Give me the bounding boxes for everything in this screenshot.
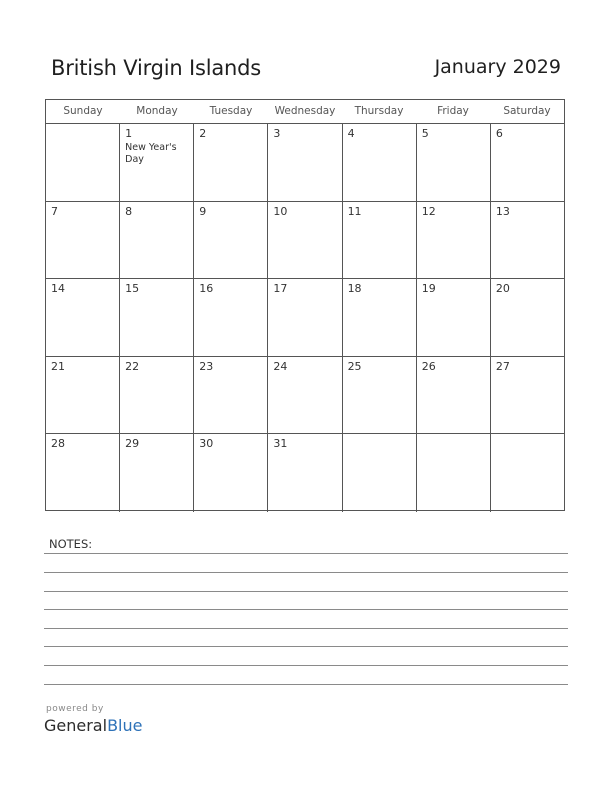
day-number: 14 <box>51 282 65 296</box>
day-cell <box>194 279 268 356</box>
day-number: 10 <box>273 204 288 218</box>
day-cell <box>268 124 342 201</box>
day-cell <box>46 357 120 434</box>
day-number: 25 <box>347 359 362 373</box>
day-cell <box>194 434 268 512</box>
powered-by-text: powered by <box>46 704 104 714</box>
day-cell <box>417 202 491 279</box>
day-number: 17 <box>273 282 288 296</box>
day-cell <box>343 357 417 434</box>
weekday-monday: Monday <box>136 105 178 117</box>
day-number: 23 <box>199 359 214 373</box>
day-number: 28 <box>51 437 65 451</box>
generalblue-logo <box>44 716 142 735</box>
notes-label: NOTES: <box>49 537 93 551</box>
day-number: 21 <box>51 359 65 373</box>
day-cell <box>46 124 120 201</box>
day-number: 29 <box>125 437 140 451</box>
calendar-month: January 2029 <box>434 56 561 78</box>
calendar-week-row <box>46 434 564 512</box>
day-cell <box>120 357 194 434</box>
calendar-week-row <box>46 279 564 357</box>
day-cell <box>417 434 491 512</box>
day-number: 20 <box>495 282 510 296</box>
calendar-week-row <box>46 357 564 435</box>
day-cell <box>268 434 342 512</box>
day-number: 9 <box>199 204 207 218</box>
day-number: 31 <box>273 437 288 451</box>
day-cell <box>120 124 194 201</box>
weekday-tuesday: Tuesday <box>209 105 253 117</box>
calendar-week-row <box>46 124 564 202</box>
brand-blue: Blue <box>107 716 143 735</box>
day-cell <box>46 434 120 512</box>
day-number: 15 <box>125 282 140 296</box>
day-cell <box>417 124 491 201</box>
weekday-saturday: Saturday <box>503 105 551 117</box>
day-number: 5 <box>421 127 429 140</box>
day-cell <box>194 357 268 434</box>
day-number: 7 <box>51 204 58 218</box>
notes-line <box>44 553 568 554</box>
day-cell <box>491 124 564 201</box>
weekday-sunday: Sunday <box>63 105 103 117</box>
day-cell <box>268 357 342 434</box>
day-cell <box>417 357 491 434</box>
day-number: 24 <box>273 359 288 373</box>
day-cell <box>491 434 564 512</box>
day-number: 27 <box>495 359 510 373</box>
weekday-wednesday: Wednesday <box>274 105 336 117</box>
calendar-grid <box>45 99 565 511</box>
day-cell <box>343 202 417 279</box>
day-number: 16 <box>199 282 214 296</box>
notes-line <box>44 646 568 647</box>
day-cell <box>268 279 342 356</box>
day-cell <box>46 279 120 356</box>
day-cell <box>417 279 491 356</box>
day-cell <box>268 202 342 279</box>
day-number: 1 <box>125 127 133 140</box>
day-number: 3 <box>273 127 281 140</box>
notes-line <box>44 684 568 685</box>
day-number: 22 <box>125 359 140 373</box>
holiday-label: New Year's Day <box>125 142 177 165</box>
day-cell <box>194 124 268 201</box>
day-cell <box>343 434 417 512</box>
day-number: 8 <box>125 204 133 218</box>
day-cell <box>491 279 564 356</box>
calendar-title: British Virgin Islands <box>51 56 262 80</box>
notes-line <box>44 572 568 573</box>
day-number: 4 <box>347 127 355 140</box>
day-number: 6 <box>495 127 503 140</box>
day-number: 12 <box>421 204 436 218</box>
weekday-friday: Friday <box>437 105 469 117</box>
day-cell <box>46 202 120 279</box>
day-cell <box>491 202 564 279</box>
brand-general: General <box>44 716 108 735</box>
day-number: 11 <box>347 204 362 218</box>
notes-line <box>44 628 568 629</box>
weekday-thursday: Thursday <box>354 105 404 117</box>
day-cell <box>120 279 194 356</box>
notes-line <box>44 609 568 610</box>
notes-line <box>44 591 568 592</box>
day-number: 26 <box>421 359 436 373</box>
weekday-header <box>46 100 564 124</box>
day-cell <box>343 124 417 201</box>
calendar-week-row <box>46 202 564 280</box>
day-number: 13 <box>495 204 510 218</box>
day-cell <box>120 434 194 512</box>
day-number: 2 <box>199 127 207 140</box>
day-number: 18 <box>347 282 362 296</box>
day-number: 19 <box>421 282 436 296</box>
day-cell <box>491 357 564 434</box>
day-cell <box>343 279 417 356</box>
day-cell <box>194 202 268 279</box>
day-number: 30 <box>199 437 214 451</box>
day-cell <box>120 202 194 279</box>
notes-line <box>44 665 568 666</box>
